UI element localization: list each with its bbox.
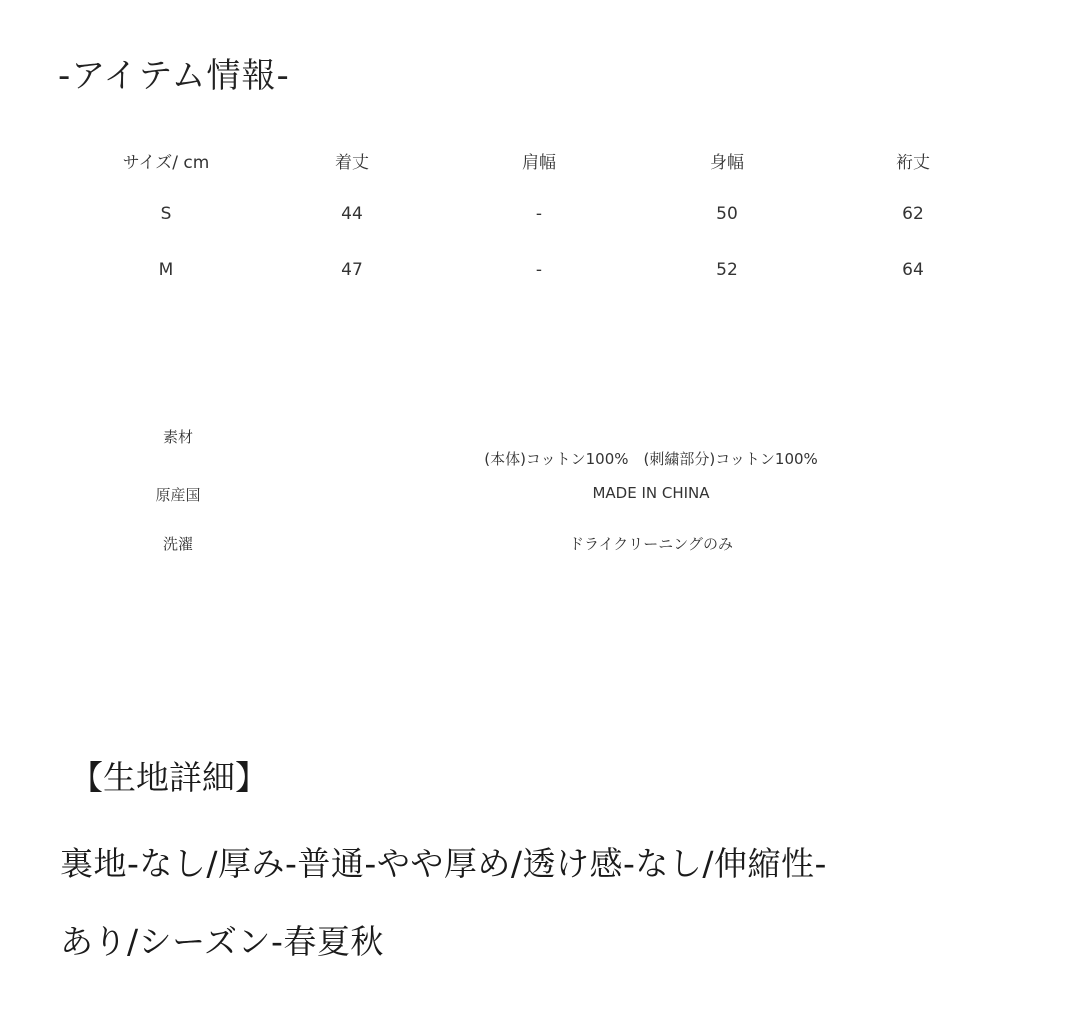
table-cell: 62 bbox=[902, 204, 924, 224]
size-header-size: サイズ/ cm bbox=[122, 153, 210, 173]
fabric-detail-line-2: あり/シーズン-春夏秋 bbox=[60, 922, 384, 961]
table-cell: 64 bbox=[902, 260, 924, 280]
origin-label: 原産国 bbox=[155, 486, 201, 504]
table-cell: M bbox=[158, 260, 174, 280]
page-title: -アイテム情報- bbox=[58, 56, 290, 96]
wash-label: 洗濯 bbox=[162, 535, 194, 553]
size-header-sleeve: 裄丈 bbox=[896, 153, 930, 173]
material-label: 素材 bbox=[162, 428, 194, 446]
table-cell: 47 bbox=[341, 260, 363, 280]
wash-value: ドライクリーニングのみ bbox=[569, 535, 733, 553]
size-header-shoulder: 肩幅 bbox=[522, 153, 556, 173]
table-cell: 52 bbox=[716, 260, 738, 280]
table-cell: 44 bbox=[341, 204, 363, 224]
size-header-width: 身幅 bbox=[710, 153, 744, 173]
table-cell: 50 bbox=[716, 204, 738, 224]
table-cell: - bbox=[535, 204, 543, 224]
material-value: (本体)コットン100% (刺繍部分)コットン100% bbox=[484, 450, 818, 468]
table-cell: - bbox=[535, 260, 543, 280]
fabric-detail-line-1: 裏地-なし/厚み-普通-やや厚め/透け感-なし/伸縮性- bbox=[60, 844, 827, 883]
origin-value: MADE IN CHINA bbox=[592, 484, 710, 502]
table-cell: S bbox=[160, 204, 172, 224]
size-header-length: 着丈 bbox=[335, 153, 369, 173]
fabric-detail-title: 【生地詳細】 bbox=[70, 758, 268, 797]
